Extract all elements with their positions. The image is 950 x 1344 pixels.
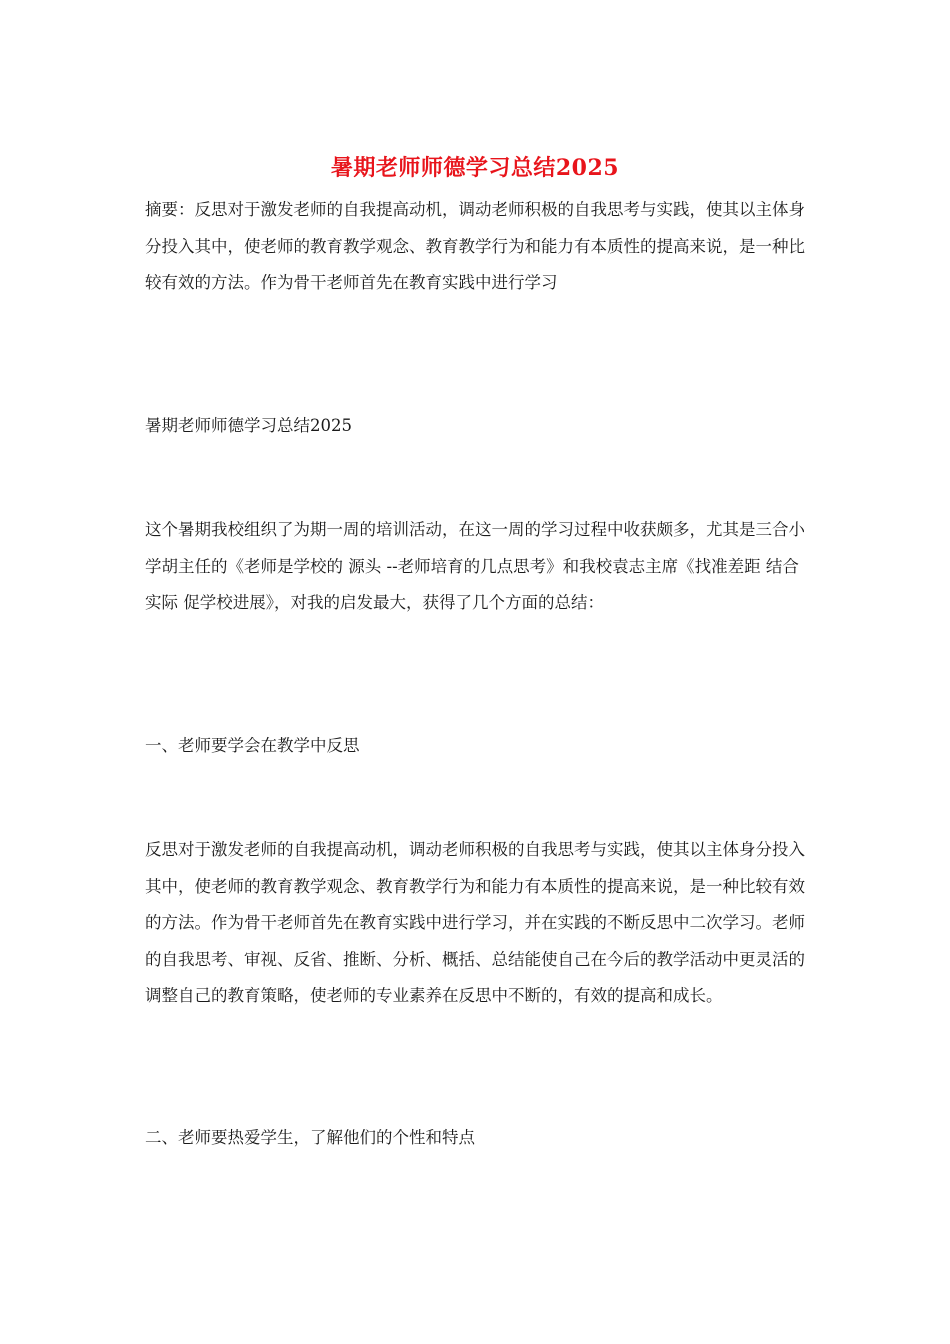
section-heading-2: 二、老师要热爱学生，了解他们的个性和特点	[145, 1128, 475, 1147]
section-heading-1: 一、老师要学会在教学中反思	[145, 736, 360, 755]
section-paragraph-1: 反思对于激发老师的自我提高动机，调动老师积极的自我思考与实践，使其以主体身分投入其中，使老师的教育教学观念、教育教学行为和能力有本质性的提高来说，是一种比较有效的方法。作为骨干老师首先在教育实践中进行学习，并在实践的不断反思中二次学习。老师的自我思考、审视、反省、推断、分析、概括、总结能使自己在今后的教学活动中更灵活的调整自己的教育策略，使老师的专业素养在反思中不断的，有效的提高和成长。	[145, 840, 805, 1005]
document-title: 暑期老师师德学习总结2025	[330, 155, 620, 181]
abstract-paragraph: 摘要：反思对于激发老师的自我提高动机，调动老师积极的自我思考与实践，使其以主体身分投入其中，使老师的教育教学观念、教育教学行为和能力有本质性的提高来说，是一种比较有效的方法。作为骨干老师首先在教育实践中进行学习	[145, 200, 805, 292]
document-subtitle: 暑期老师师德学习总结2025	[145, 416, 352, 435]
intro-paragraph: 这个暑期我校组织了为期一周的培训活动，在这一周的学习过程中收获颇多，尤其是三合小学胡主任的《老师是学校的 源头 --老师培育的几点思考》和我校袁志主席《找准差距 结合实际 促学校进展》，对我的启发最大，获得了几个方面的总结：	[145, 520, 805, 612]
